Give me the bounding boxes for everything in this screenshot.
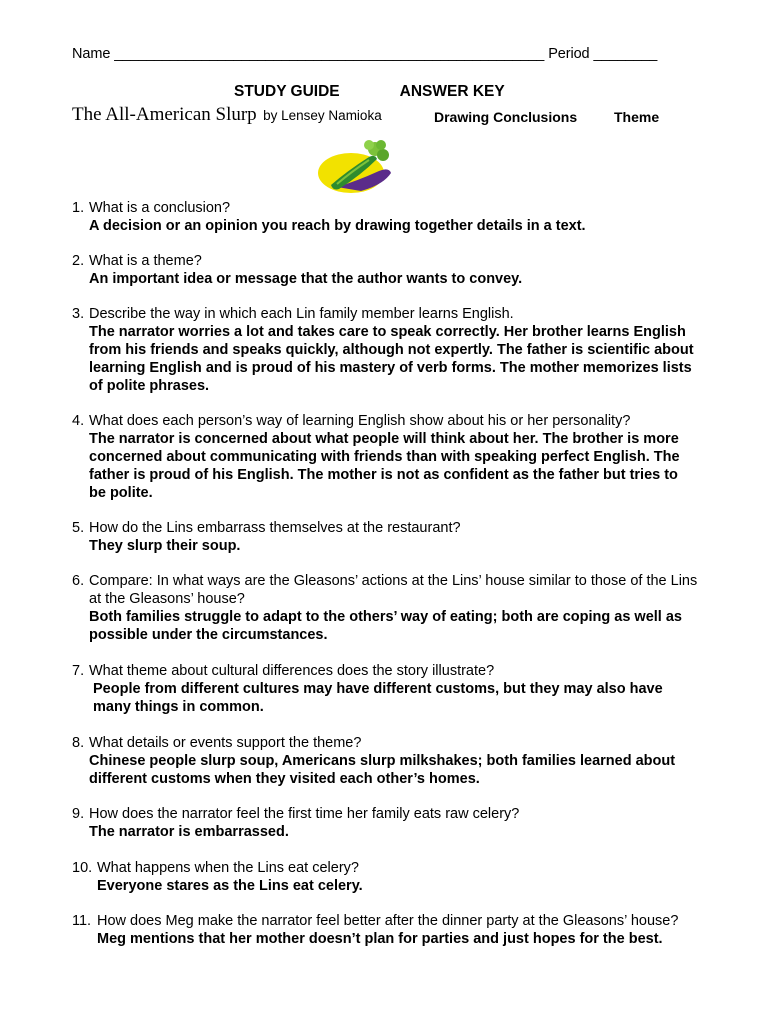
- question-number: 3.: [72, 306, 85, 322]
- question-text: What happens when the Lins eat celery?: [97, 860, 359, 876]
- celery-leaf: [364, 140, 374, 150]
- heading-row: [234, 83, 505, 101]
- question-text: Describe the way in which each Lin family member learns English.: [89, 306, 514, 322]
- answer-text: An important idea or message that the author wants to convey.: [89, 271, 523, 287]
- question-item-4: [72, 412, 698, 502]
- answer-text: Both families struggle to adapt to the others’ way of eating; both are coping as well as possible under the circumstances.: [89, 609, 682, 643]
- name-period-line: Name ______________________________________________________ Period ________: [72, 46, 658, 62]
- question-item-8: [72, 734, 698, 788]
- question-number: 6.: [72, 573, 85, 589]
- question-number: 10.: [72, 860, 93, 876]
- answer-text: Meg mentions that her mother doesn’t plan for parties and just hopes for the best.: [97, 931, 663, 947]
- answer-text: Everyone stares as the Lins eat celery.: [97, 878, 363, 894]
- answer-text: People from different cultures may have different customs, but they may also have many things in common.: [93, 681, 663, 715]
- question-item-7: [72, 662, 698, 716]
- question-number: 9.: [72, 806, 85, 822]
- answer-text: The narrator worries a lot and takes care to speak correctly. Her brother learns English from his friends and speaks quickly, although not expertly. The father is scientific about learning English and is proud of his mastery of verb forms. The mother memorizes lists of polite phrases.: [89, 324, 694, 394]
- question-text: Compare: In what ways are the Gleasons’ actions at the Lins’ house similar to those of the Lins at the Gleasons’ house?: [89, 573, 698, 607]
- question-item-2: [72, 252, 698, 288]
- question-text: What is a theme?: [89, 253, 202, 269]
- question-item-9: [72, 805, 698, 841]
- answer-text: They slurp their soup.: [89, 538, 241, 554]
- question-item-5: [72, 519, 698, 555]
- question-number: 7.: [72, 663, 85, 679]
- question-text: How does Meg make the narrator feel better after the dinner party at the Gleasons’ house?: [97, 913, 679, 929]
- celery-clipart-icon: [317, 137, 393, 195]
- question-number: 2.: [72, 253, 85, 269]
- author-byline: by Lensey Namioka: [263, 108, 382, 123]
- skill-theme: Theme: [614, 109, 660, 125]
- question-text: How do the Lins embarrass themselves at the restaurant?: [89, 520, 461, 536]
- question-number: 4.: [72, 413, 85, 429]
- question-text: What details or events support the theme?: [89, 735, 362, 751]
- question-item-6: [72, 572, 698, 644]
- answer-text: Chinese people slurp soup, Americans slurp milkshakes; both families learned about different customs when they visited each other’s homes.: [89, 753, 676, 787]
- question-number: 5.: [72, 520, 85, 536]
- title-row: [72, 104, 712, 126]
- celery-leaf: [377, 149, 389, 161]
- study-guide-heading: STUDY GUIDE: [234, 83, 340, 100]
- answer-text: The narrator is concerned about what people will think about her. The brother is more concerned about communicating with friends than with speaking perfect English. The father is proud of his English. The mother is not as confident as the father but tries to be polite.: [89, 431, 680, 501]
- question-number: 8.: [72, 735, 85, 751]
- question-item-10: [72, 859, 698, 895]
- answer-key-heading: ANSWER KEY: [399, 83, 505, 100]
- question-item-3: [72, 305, 698, 395]
- story-title: The All-American Slurp: [72, 104, 257, 125]
- question-text: What theme about cultural differences does the story illustrate?: [89, 663, 495, 679]
- question-number: 11.: [72, 913, 92, 929]
- question-item-1: [72, 199, 698, 235]
- question-item-11: [72, 912, 698, 948]
- question-text: What is a conclusion?: [89, 200, 231, 216]
- celery-leaf: [376, 140, 386, 150]
- answer-text: A decision or an opinion you reach by drawing together details in a text.: [89, 218, 586, 234]
- question-text: What does each person’s way of learning English show about his or her personality?: [89, 413, 631, 429]
- question-number: 1.: [72, 200, 85, 216]
- question-text: How does the narrator feel the first time her family eats raw celery?: [89, 806, 520, 822]
- skill-drawing-conclusions: Drawing Conclusions: [434, 109, 578, 125]
- answer-text: The narrator is embarrassed.: [89, 824, 289, 840]
